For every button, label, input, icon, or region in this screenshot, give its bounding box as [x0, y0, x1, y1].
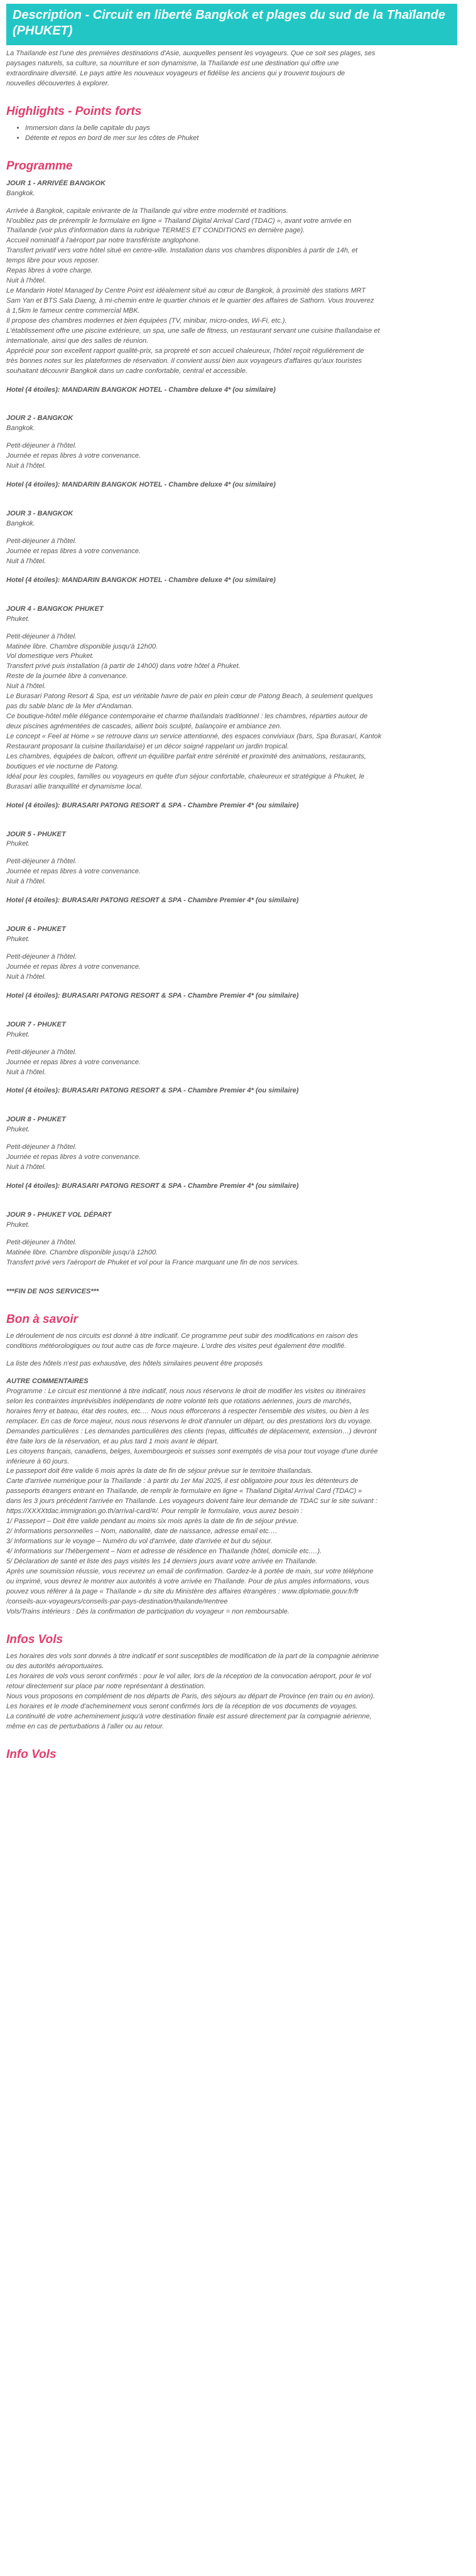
day-hotel: Hotel (4 étoiles): MANDARIN BANGKOK HOTEL - Chambre deluxe 4* (ou similaire): [6, 481, 276, 489]
day-block: [6, 414, 457, 490]
day-line: deux piscines agrémentées de cascades, allient bois sculpté, balançoire et ambiance zen.: [6, 723, 282, 731]
day-block: [6, 1210, 457, 1268]
programme-days: [6, 179, 457, 1268]
info-vols-heading: Info Vols: [6, 1747, 57, 1761]
flight-info-line: Nous vous proposons en complément de nos départs de Paris, des séjours au départ de Province (en train ou en avion).: [6, 1692, 376, 1700]
day-line: très bonnes notes sur les plateformes de réservation. Il convient aussi bien aux voyageurs d'affaires qu'aux touristes: [6, 357, 362, 365]
day-line: Nuit à l'hôtel.: [6, 557, 46, 565]
flight-info-line: même en cas de perturbations à l'aller ou au retour.: [6, 1722, 165, 1730]
day-line: boutiques et vie nocturne de Patong.: [6, 762, 119, 770]
day-line: Petit-déjeuner à l'hôtel.: [6, 632, 77, 640]
day-line: Apprécié pour son excellent rapport qualité-prix, sa propreté et son accueil chaleureux, l'hôtel reçoit régulièrement de: [6, 347, 364, 355]
flight-info-line: La continuité de votre acheminement jusqu'à votre destination finale est assuré directement par la compagnie aérienne,: [6, 1712, 372, 1720]
day-hotel: Hotel (4 étoiles): BURASARI PATONG RESORT & SPA - Chambre Premier 4* (ou similaire): [6, 1087, 299, 1095]
day-hotel: Hotel (4 étoiles): BURASARI PATONG RESORT & SPA - Chambre Premier 4* (ou similaire): [6, 1182, 299, 1190]
day-line: N'oubliez pas de préremplir le formulaire en ligne « Thailand Digital Arrival Card (TDAC) », avant votre arrivée en: [6, 217, 352, 225]
day-line: Le Burasari Patong Resort & Spa, est un véritable havre de paix en plein cœur de Patong Beach, à seulement quelques: [6, 693, 373, 701]
day-line: Repas libres à votre charge.: [6, 267, 93, 275]
day-line: Nuit à l'hôtel.: [6, 1163, 46, 1172]
day-title: JOUR 4 - BANGKOK PHUKET: [6, 605, 104, 613]
day-line: Arrivée à Bangkok, capitale enivrante de la Thaïlande qui vibre entre modernité et traditions.: [6, 207, 288, 215]
day-line: Journée et repas libres à votre convenance.: [6, 547, 141, 555]
day-line: Petit-déjeuner à l'hôtel.: [6, 1238, 77, 1246]
day-line: L'établissement offre une piscine extérieure, un spa, une salle de fitness, un restaurant servant une cuisine thaïlandaise et: [6, 326, 380, 335]
day-hotel: Hotel (4 étoiles): BURASARI PATONG RESORT & SPA - Chambre Premier 4* (ou similaire): [6, 897, 299, 905]
comment-line: 1/ Passeport – Doit être valide pendant au moins six mois après la date de fin de séjour prévue.: [6, 1517, 299, 1526]
day-block: [6, 179, 457, 396]
day-line: Nuit à l'hôtel.: [6, 1068, 46, 1076]
day-line: Sam Yan et BTS Sala Daeng, à mi-chemin entre le quartier chinois et le quartier des affaires de Sathorn. Vous trouverez: [6, 297, 374, 305]
day-line: Transfert privatif vers votre hôtel situé en centre-ville. Installation dans vos chambres disponibles à partir de 14h, et: [6, 247, 358, 255]
day-title: JOUR 6 - PHUKET: [6, 925, 66, 934]
comment-line: /conseils-aux-voyageurs/conseils-par-pays-destination/thailande/#entree: [6, 1597, 228, 1605]
day-hotel: Hotel (4 étoiles): MANDARIN BANGKOK HOTEL - Chambre deluxe 4* (ou similaire): [6, 576, 276, 584]
hotel-list-note: La liste des hôtels n'est pas exhaustive, des hôtels similaires peuvent être proposés: [6, 1360, 263, 1368]
comment-line: inférieure à 60 jours.: [6, 1457, 70, 1465]
day-title: JOUR 1 - ARRIVÉE BANGKOK: [6, 179, 105, 187]
highlights-heading: Highlights - Points forts: [6, 104, 142, 118]
intro-line: nouvelles découvertes à explorer.: [6, 79, 110, 87]
day-block: [6, 925, 457, 1001]
day-line: Reste de la journée libre à convenance.: [6, 672, 128, 681]
day-line: Nuit à l'hôtel.: [6, 277, 46, 285]
day-line: Nuit à l'hôtel.: [6, 682, 46, 691]
day-line: Petit-déjeuner à l'hôtel.: [6, 1048, 77, 1056]
bon-a-savoir-text: conditions météorologiques ou tout autre cas de force majeure. L'ordre des visites peut également être modifié.: [6, 1342, 347, 1350]
day-place: Bangkok.: [6, 189, 35, 197]
day-title: JOUR 8 - PHUKET: [6, 1116, 66, 1124]
day-line: pas du sable blanc de la Mer d'Andaman.: [6, 703, 134, 711]
intro: [6, 49, 457, 89]
day-place: Phuket.: [6, 615, 30, 623]
day-place: Bangkok.: [6, 520, 35, 528]
intro-line: paysages naturels, sa culture, sa nourriture et son dynamisme, la Thaïlande est une destination qui offre une: [6, 59, 339, 67]
day-place: Phuket.: [6, 840, 30, 848]
infos-vols-heading: Infos Vols: [6, 1632, 63, 1646]
comment-line: pouvez vous référer à la page « Thaïlande » du site du Ministère des affaires étrangères : www.diplomatie.gouv.fr/fr: [6, 1587, 359, 1595]
day-block: [6, 1020, 457, 1097]
day-line: Transfert privé vers l'aéroport de Phuket et vol pour la France marquant une fin de nos services.: [6, 1258, 300, 1266]
day-hotel: Hotel (4 étoiles): MANDARIN BANGKOK HOTEL - Chambre deluxe 4* (ou similaire): [6, 385, 276, 394]
day-line: Nuit à l'hôtel.: [6, 462, 46, 470]
day-line: Petit-déjeuner à l'hôtel.: [6, 858, 77, 866]
comment-line: Le passeport doit être valide 6 mois après la date de fin de séjour prévue sur le territoire thaïlandais.: [6, 1467, 313, 1475]
comments-block: [6, 1387, 457, 1617]
day-block: [6, 1115, 457, 1192]
page-title: Description - Circuit en liberté Bangkok et plages du sud de la Thaïlande (PHUKET): [6, 4, 457, 45]
comment-line: Carte d'arrivée numérique pour la Thaïlande : à partir du 1er Mai 2025, il est obligatoire pour tous les détenteurs de: [6, 1477, 359, 1485]
day-line: Vol domestique vers Phuket.: [6, 652, 94, 660]
flight-info-line: Les horaires de vols vous seront confirmés : pour le vol aller, lors de la réception de la convocation aéroport, pour le vol: [6, 1672, 371, 1680]
day-line: Matinée libre. Chambre disponible jusqu'à 12h00.: [6, 642, 158, 650]
day-line: Journée et repas libres à votre convenance.: [6, 868, 141, 876]
intro-line: extraordinaire diversité. Le pays attire les nouveaux voyageurs et fidélise les anciens qui y trouvent toujours de: [6, 69, 345, 77]
flight-info-line: Les horaires et le mode d'acheminement vous seront confirmés lors de la réception de vos documents de voyages.: [6, 1702, 358, 1710]
day-line: Burasari allie tranquillité et dynamisme local.: [6, 782, 143, 790]
day-line: Ce boutique-hôtel mêle élégance contemporaine et charme thaïlandais traditionnel : les chambres, réparties autour de: [6, 713, 368, 721]
comment-line: Programme : Le circuit est mentionné à titre indicatif, nous nous réservons le droit de modifier les visites ou itinéraires: [6, 1387, 366, 1395]
programme-heading: Programme: [6, 159, 73, 173]
intro-line: La Thaïlande est l'une des premières destinations d'Asie, auxquelles pensent les voyageurs. Que ce soit ses plages, ses: [6, 50, 376, 57]
day-line: souhaitant découvrir Bangkok dans un cadre confortable, central et accessible.: [6, 367, 248, 375]
comment-line: 4/ Informations sur l'hébergement – Nom et adresse de résidence en Thaïlande (hôtel, domicile etc.…).: [6, 1547, 322, 1555]
comment-line: selon les contraintes imprévisibles indépendants de notre volonté tels que rotations aériennes, jours de marchés,: [6, 1397, 352, 1405]
comments-title: AUTRE COMMENTAIRES: [6, 1377, 89, 1386]
day-line: Journée et repas libres à votre convenance.: [6, 962, 141, 971]
flight-info-line: retour directement sur place par notre représentant à destination.: [6, 1682, 206, 1690]
day-block: [6, 509, 457, 586]
bon-a-savoir-text: Le déroulement de nos circuits est donné à titre indicatif. Ce programme peut subir des modifications en raison des: [6, 1332, 359, 1340]
day-block: [6, 830, 457, 907]
comment-line: Après une soumission réussie, vous recevrez un email de confirmation. Gardez-le à portée de main, sur votre téléphone: [6, 1567, 374, 1575]
day-line: Les chambres, équipées de balcon, offrent un équilibre parfait entre sérénité et proximité des animations, restaurants,: [6, 752, 366, 760]
highlight-item: • Immersion dans la belle capitale du pays: [25, 124, 457, 134]
day-line: Restaurant proposant la cuisine thaïlandaise) et un décor soigné rappelant un jardin tropical.: [6, 742, 289, 750]
day-hotel: Hotel (4 étoiles): BURASARI PATONG RESORT & SPA - Chambre Premier 4* (ou similaire): [6, 991, 299, 1000]
day-line: Idéal pour les couples, familles ou voyageurs en quête d'un séjour confortable, chaleureux et stratégique à Phuket, le: [6, 772, 365, 780]
highlight-item: • Détente et repos en bord de mer sur les côtes de Phuket: [25, 134, 457, 144]
day-line: Thaïlande (voir plus d'information dans la rubrique TERMES ET CONDITIONS en dernière page).: [6, 227, 305, 235]
day-place: Phuket.: [6, 935, 30, 944]
day-line: Le concept « Feel at Home » se retrouve dans un service attentionné, des espaces conviviaux (bars, Spa Burasari, Kantok: [6, 732, 382, 740]
comment-line: 3/ Informations sur le voyage – Numéro du vol d'arrivée, date d'arrivée et but du séjour.: [6, 1538, 273, 1546]
day-line: Journée et repas libres à votre convenance.: [6, 452, 141, 460]
day-line: Petit-déjeuner à l'hôtel.: [6, 442, 77, 450]
day-title: JOUR 2 - BANGKOK: [6, 414, 73, 423]
day-place: Bangkok.: [6, 424, 35, 433]
day-title: JOUR 7 - PHUKET: [6, 1020, 66, 1028]
comment-line: 5/ Déclaration de santé et liste des pays visités les 14 derniers jours avant votre arrivée en Thaïlande.: [6, 1557, 318, 1565]
day-line: Le Mandarin Hotel Managed by Centre Point est idéalement situé au cœur de Bangkok, à proximité des stations MRT: [6, 287, 366, 295]
comment-line: remplacer. En cas de force majeur, nous nous réservons le droit d'annuler un départ, ou des prestations lors du voyage.: [6, 1417, 372, 1425]
comment-line: Demandes particulières : Les demandes particulières des clients (repas, difficultés de déplacement, extension…) devront: [6, 1427, 377, 1435]
day-line: Journée et repas libres à votre convenance.: [6, 1153, 141, 1161]
flight-info-line: Les horaires des vols sont donnés à titre indicatif et sont susceptibles de modification de la part de la compagnie aérienne: [6, 1652, 379, 1661]
comment-line: être faite lors de la réservation, et au plus tard 1 mois avant le départ.: [6, 1437, 219, 1445]
day-line: Accueil nominatif à l'aéroport par notre transfériste anglophone.: [6, 237, 201, 245]
comment-line: dans les 3 jours précédent l'arrivée en Thaïlande. Les voyageurs doivent faire leur demande de TDAC sur le site suivant :: [6, 1497, 377, 1506]
day-line: Matinée libre. Chambre disponible jusqu'à 12h00.: [6, 1248, 158, 1256]
day-title: JOUR 3 - BANGKOK: [6, 510, 73, 518]
highlights-list: [6, 124, 457, 144]
day-line: Journée et repas libres à votre convenance.: [6, 1058, 141, 1066]
day-line: temps libre pour vous reposer.: [6, 257, 100, 265]
flight-info-line: ou des autorités aéroportuaires.: [6, 1663, 104, 1670]
bon-a-savoir-heading: Bon à savoir: [6, 1312, 78, 1326]
comment-line: 2/ Informations personnelles – Nom, nationalité, date de naissance, adresse email etc.…: [6, 1528, 278, 1536]
day-line: Petit-déjeuner à l'hôtel.: [6, 953, 77, 961]
comment-line: passeports étrangers entrant en Thaïlande, de remplir le formulaire en ligne « Thailand Digital Arrival Card (TDAC) »: [6, 1487, 362, 1495]
day-block: [6, 605, 457, 811]
day-place: Phuket.: [6, 1126, 30, 1134]
day-line: à 1,5km le fameux centre commercial MBK.: [6, 306, 140, 315]
comment-line: Vols/Trains intérieurs : Dès la confirmation de participation du voyageur = non remboursable.: [6, 1607, 289, 1615]
comment-line: horaires ferry et bateau, état des routes, etc.… Nous nous efforcerons à respecter l'ensemble des visites, ou bien à les: [6, 1407, 369, 1415]
day-title: JOUR 5 - PHUKET: [6, 830, 66, 838]
day-line: Transfert privé puis installation (à partir de 14h00) dans votre hôtel à Phuket.: [6, 662, 241, 671]
infos-vols-block: [6, 1652, 457, 1732]
comment-line: https://XXXXtdac.immigration.go.th/arrival-card/#/. Pour remplir le formulaire, vous aurez besoin :: [6, 1507, 303, 1516]
day-line: Il propose des chambres modernes et bien équipées (TV, minibar, micro-ondes, Wi-Fi, etc.).: [6, 316, 287, 325]
day-line: Petit-déjeuner à l'hôtel.: [6, 537, 77, 545]
day-place: Phuket.: [6, 1030, 30, 1038]
day-title: JOUR 9 - PHUKET VOL DÉPART: [6, 1211, 112, 1219]
day-line: internationale, ainsi que des salles de réunion.: [6, 337, 149, 345]
day-hotel: Hotel (4 étoiles): BURASARI PATONG RESORT & SPA - Chambre Premier 4* (ou similaire): [6, 801, 299, 809]
day-line: Petit-déjeuner à l'hôtel.: [6, 1143, 77, 1151]
end-of-services: ***FIN DE NOS SERVICES***: [6, 1287, 99, 1295]
comment-line: Les citoyens français, canadiens, belges, luxembourgeois et suisses sont exemptés de visa pour tout voyage d'une durée: [6, 1447, 378, 1455]
day-place: Phuket.: [6, 1221, 30, 1229]
day-line: Nuit à l'hôtel.: [6, 973, 46, 981]
day-line: Nuit à l'hôtel.: [6, 878, 46, 886]
comment-line: ou imprimé, vous devrez le montrer aux autorités à votre arrivée en Thaïlande. Pour de plus amples informations, vous: [6, 1577, 369, 1585]
